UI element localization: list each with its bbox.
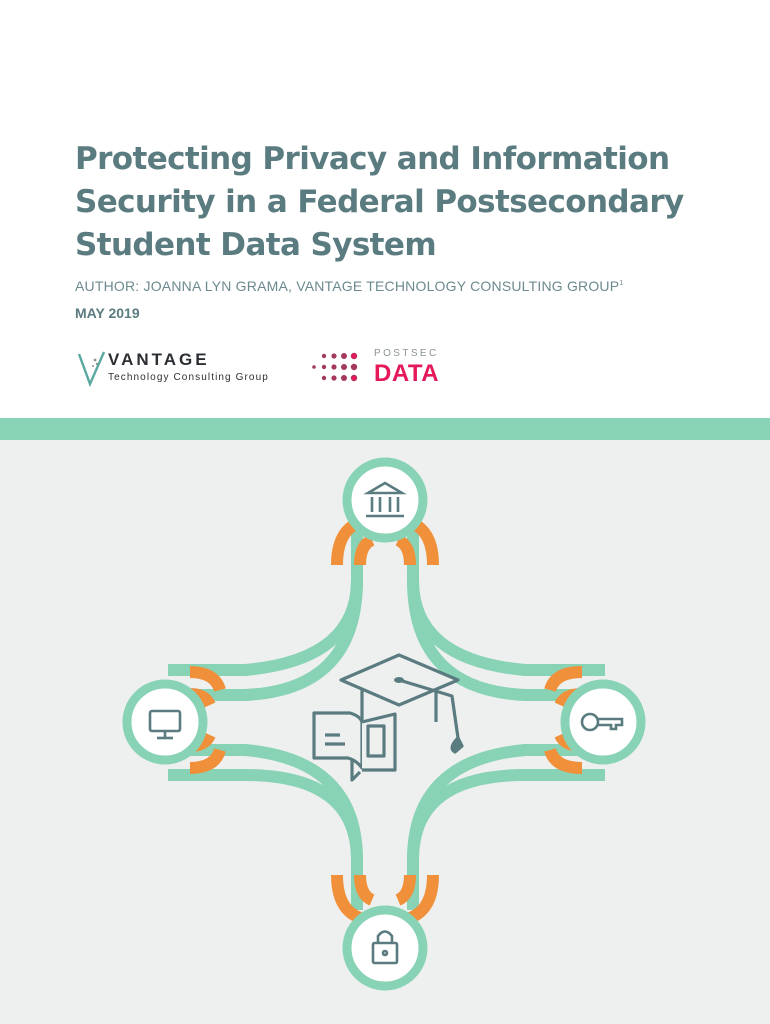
vantage-v-mark-icon — [78, 350, 106, 388]
center-emblem — [314, 655, 462, 780]
author-text: AUTHOR: JOANNA LYN GRAMA, VANTAGE TECHNOLOGY CONSULTING GROUP — [75, 278, 620, 294]
document-title — [75, 138, 735, 267]
book-icon — [314, 713, 395, 780]
network-diagram — [0, 440, 770, 1024]
cover-illustration — [0, 440, 770, 1024]
lock-node — [347, 910, 423, 986]
vantage-tagline: Technology Consulting Group — [108, 372, 269, 383]
key-node — [565, 684, 641, 760]
postsec-data-logo — [310, 348, 460, 388]
divider-band — [0, 418, 770, 440]
author-line — [75, 278, 623, 294]
title-line-1: Protecting Privacy and Information — [75, 141, 670, 177]
title-line-2: Security in a Federal Postsecondary — [75, 184, 684, 220]
monitor-node — [127, 684, 203, 760]
publication-date: MAY 2019 — [75, 305, 140, 321]
bank-node — [347, 462, 423, 538]
postsec-label: POSTSEC — [374, 348, 439, 359]
vantage-logo — [78, 350, 298, 390]
data-label: DATA — [374, 360, 440, 387]
vantage-name: VANTAGE — [108, 350, 210, 369]
postsec-dots-icon — [310, 352, 368, 384]
author-footnote: 1 — [619, 280, 624, 287]
title-line-3: Student Data System — [75, 227, 437, 263]
